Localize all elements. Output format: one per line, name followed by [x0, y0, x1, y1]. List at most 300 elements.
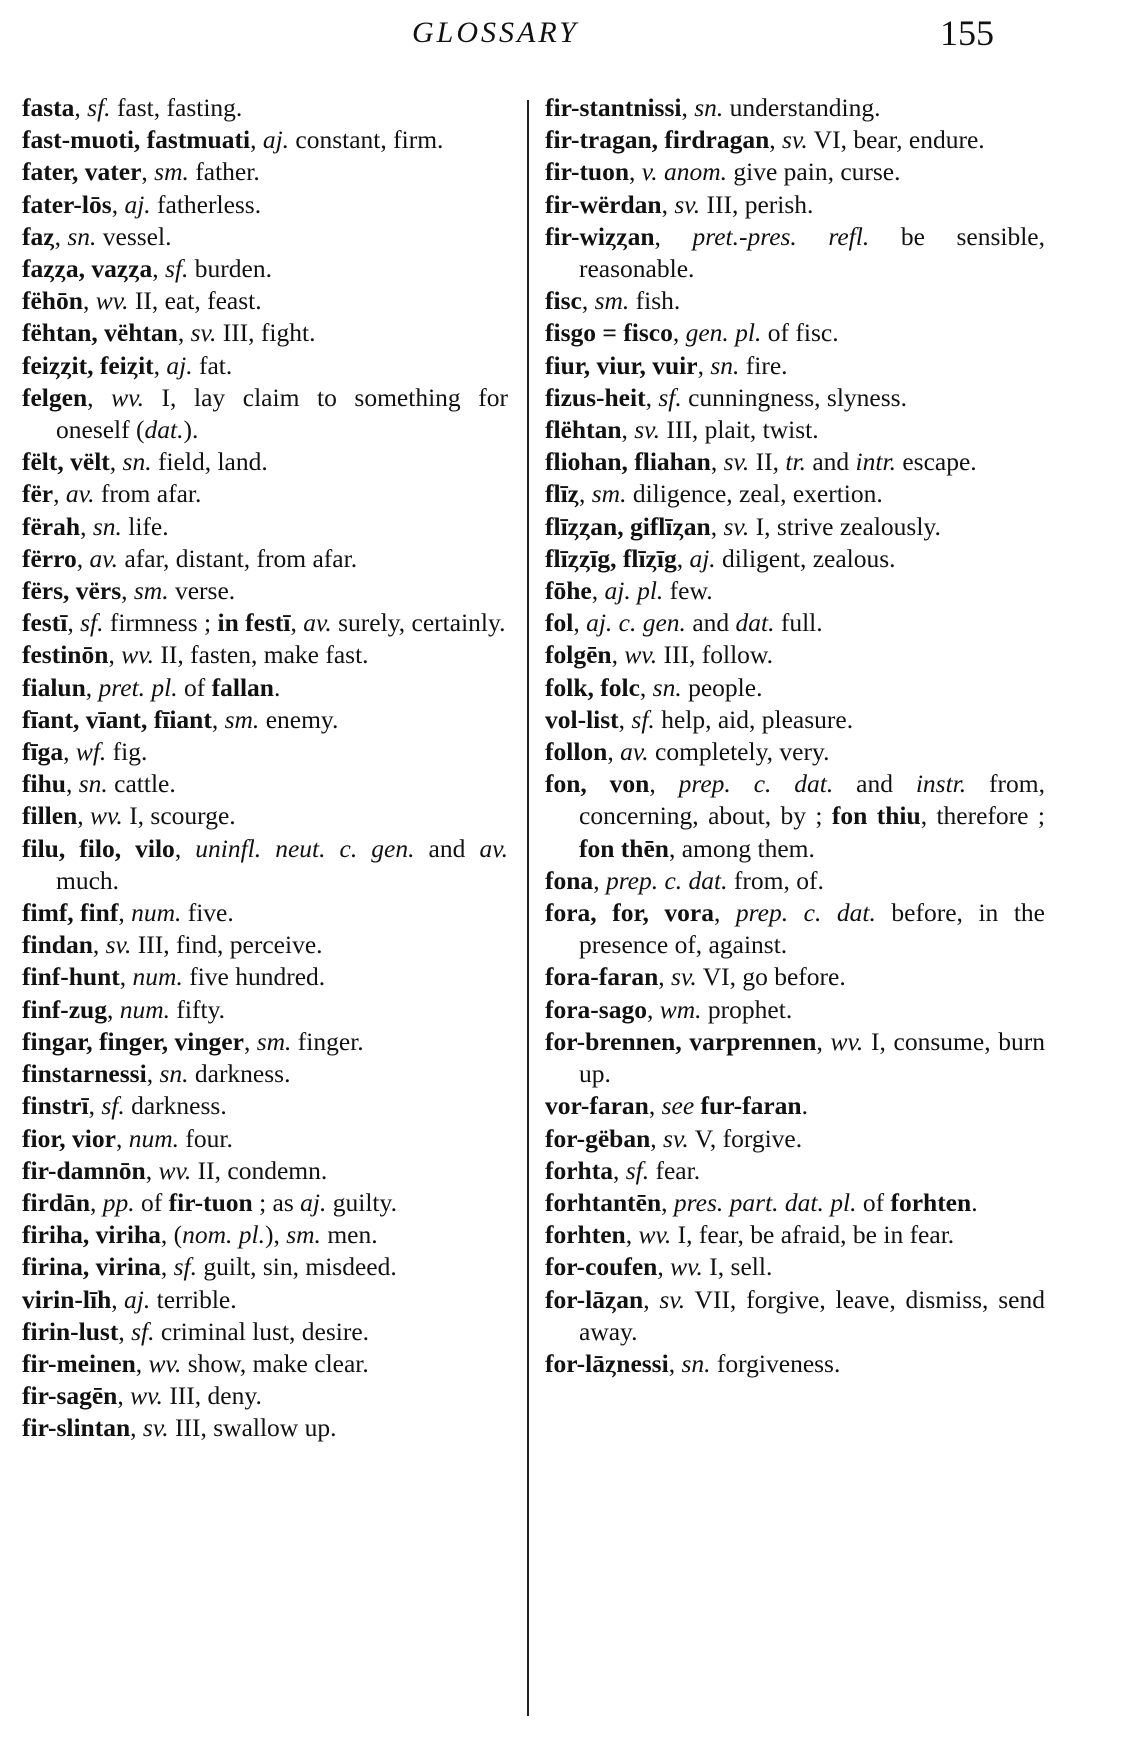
- definition-text: afar, distant, from afar.: [118, 543, 358, 573]
- headword: forhten: [545, 1220, 626, 1250]
- glossary-entry: [22, 92, 508, 124]
- definition-text: finger.: [291, 1026, 364, 1056]
- headword: fir-tragan, firdragan: [545, 125, 770, 155]
- grammar-label: dat.: [735, 608, 775, 638]
- glossary-entry: [545, 511, 1045, 543]
- headword: forhta: [545, 1155, 613, 1185]
- headword: filu, filo, vilo: [22, 833, 175, 863]
- definition-text: ,: [153, 350, 167, 380]
- definition-text: field, land.: [151, 447, 268, 477]
- definition-text: guilt, sin, misdeed.: [196, 1252, 397, 1282]
- grammar-label: av.: [303, 608, 332, 638]
- grammar-label: sm.: [133, 576, 169, 606]
- definition-text: cunningness, slyness.: [681, 382, 907, 412]
- glossary-entry: [545, 1090, 1045, 1122]
- definition-text: escape.: [895, 447, 977, 477]
- definition-text: ,: [710, 447, 724, 477]
- headword: fona: [545, 865, 594, 895]
- headword: fërah: [22, 511, 81, 541]
- headword: faȥȥa, vaȥȥa: [22, 254, 153, 284]
- definition-text: fast, fasting.: [110, 93, 243, 122]
- grammar-label: sf.: [631, 704, 655, 734]
- definition-text: ,: [657, 1252, 671, 1282]
- definition-text: prophet.: [701, 994, 793, 1024]
- glossary-entry: [22, 607, 508, 639]
- grammar-label: wv.: [95, 286, 129, 316]
- glossary-entry: [545, 543, 1045, 575]
- grammar-label: sv.: [671, 962, 697, 992]
- glossary-entry: [545, 575, 1045, 607]
- glossary-entry: [22, 1284, 508, 1316]
- glossary-entry: [545, 221, 1045, 285]
- definition-text: of: [177, 672, 212, 702]
- definition-text: .: [273, 672, 281, 702]
- headword: in festī: [217, 608, 291, 638]
- definition-text: III, find, perceive.: [131, 930, 323, 960]
- grammar-label: sn.: [78, 769, 108, 799]
- headword: fon thiu: [831, 801, 921, 831]
- definition-text: ,: [118, 898, 132, 928]
- headword: fater-lōs: [22, 189, 112, 219]
- definition-text: ,: [621, 415, 635, 445]
- definition-text: ,: [672, 318, 686, 348]
- definition-text: ,: [661, 189, 675, 219]
- glossary-entry: [22, 156, 508, 188]
- definition-text: , among them.: [668, 833, 815, 863]
- glossary-entry: [545, 156, 1045, 188]
- definition-text: II, fasten, make fast.: [154, 640, 369, 670]
- headword: fërro: [22, 543, 77, 573]
- definition-text: fig.: [106, 737, 148, 767]
- grammar-label: sm.: [591, 479, 627, 509]
- headword: fater, vater: [22, 157, 142, 187]
- headword: vol-list: [545, 704, 619, 734]
- grammar-label: sv.: [723, 511, 750, 541]
- grammar-label: sn.: [694, 93, 724, 122]
- glossary-entry: [22, 1348, 508, 1380]
- definition-text: I, strive zealously.: [749, 511, 941, 541]
- definition-text: forgiveness.: [710, 1348, 841, 1378]
- glossary-entry: [22, 833, 508, 897]
- headword: fir-tuon: [545, 157, 630, 187]
- definition-text: ; as: [252, 1187, 301, 1217]
- definition-text: fish.: [629, 286, 681, 316]
- definition-text: III, follow.: [657, 640, 774, 670]
- definition-text: ,: [76, 543, 90, 573]
- grammar-label: sn.: [681, 1348, 711, 1378]
- grammar-label: num.: [119, 994, 171, 1024]
- definition-text: ,: [658, 962, 672, 992]
- grammar-label: aj.: [689, 543, 716, 573]
- grammar-label: sf.: [658, 382, 682, 412]
- definition-text: ,: [645, 382, 659, 412]
- headword: festī: [22, 608, 68, 638]
- definition-text: enemy.: [259, 704, 339, 734]
- glossary-entry: [22, 1187, 508, 1219]
- grammar-label: pres. part. dat. pl.: [673, 1187, 857, 1217]
- glossary-entry: [545, 350, 1045, 382]
- grammar-label: sv.: [782, 125, 808, 155]
- definition-text: ,: [111, 189, 125, 219]
- definition-text: I, consume, burn up.: [579, 1026, 1045, 1089]
- grammar-label: sm.: [594, 286, 630, 316]
- headword: virin-līh: [22, 1284, 112, 1314]
- definition-text: VI, go before.: [696, 962, 846, 992]
- headword: fëhōn: [22, 286, 83, 316]
- headword: folk, folc: [545, 672, 640, 702]
- definition-text: ,: [649, 769, 679, 799]
- grammar-label: av.: [479, 833, 508, 863]
- glossary-entry: [545, 1348, 1045, 1380]
- definition-text: ,: [145, 1155, 159, 1185]
- headword: fërs, vërs: [22, 576, 122, 606]
- headword: finstrī: [22, 1091, 89, 1121]
- definition-text: from, concerning, about, by ;: [579, 769, 1046, 831]
- definition-text: II, eat, feast.: [128, 286, 262, 316]
- grammar-label: sn.: [92, 511, 122, 541]
- definition-text: ,: [211, 704, 225, 734]
- grammar-label: prep. c. dat.: [605, 865, 728, 895]
- grammar-label: sf.: [101, 1091, 125, 1121]
- headword: fur-faran: [700, 1091, 802, 1121]
- headword: fir-slintan: [22, 1413, 131, 1443]
- glossary-entry: [545, 1284, 1045, 1348]
- definition-text: ,: [118, 1316, 132, 1346]
- headword: for-lāȥan: [545, 1284, 644, 1314]
- definition-text: father.: [188, 157, 260, 187]
- glossary-entry: [545, 1187, 1045, 1219]
- headword: forhtantēn: [545, 1187, 662, 1217]
- glossary-entry: [545, 672, 1045, 704]
- grammar-label: instr.: [915, 769, 967, 799]
- definition-text: .: [971, 1187, 978, 1217]
- definition-text: ,: [676, 543, 690, 573]
- definition-text: ,: [141, 157, 155, 187]
- glossary-entry: [545, 478, 1045, 510]
- glossary-entry: [545, 994, 1045, 1026]
- glossary-entry: [22, 446, 508, 478]
- glossary-entry: [22, 994, 508, 1026]
- glossary-entry: [22, 317, 508, 349]
- definition-text: vessel.: [96, 221, 172, 251]
- definition-text: help, aid, pleasure.: [654, 704, 854, 734]
- glossary-entry: [22, 736, 508, 768]
- definition-text: cattle.: [107, 769, 176, 799]
- glossary-entry: [22, 478, 508, 510]
- definition-text: VII, forgive, leave, dismiss, send away.: [579, 1284, 1046, 1346]
- headword: fir-wërdan: [545, 189, 662, 219]
- grammar-label: wv.: [148, 1348, 182, 1378]
- headword: fora-faran: [545, 962, 659, 992]
- definition-text: ,: [67, 608, 81, 638]
- grammar-label: sm.: [256, 1026, 292, 1056]
- definition-text: verse.: [168, 576, 236, 606]
- grammar-label: prep. c. dat.: [735, 898, 876, 928]
- definition-text: ,: [88, 1091, 102, 1121]
- headword: fialun: [22, 672, 86, 702]
- definition-text: darkness.: [188, 1059, 291, 1089]
- definition-text: ,: [121, 576, 134, 606]
- grammar-label: wf.: [75, 737, 107, 767]
- headword: fër: [22, 479, 54, 509]
- glossary-entry: [22, 124, 508, 156]
- definition-text: ,: [654, 221, 693, 251]
- definition-text: terrible.: [150, 1284, 237, 1314]
- glossary-entry: [545, 1026, 1045, 1090]
- glossary-entry: [22, 672, 508, 704]
- definition-text: ,: [243, 1026, 257, 1056]
- glossary-entry: [545, 285, 1045, 317]
- definition-text: I, lay claim to something for oneself (: [56, 382, 509, 445]
- headword: fīant, vīant, fīiant: [22, 704, 212, 734]
- definition-text: and: [685, 608, 736, 638]
- definition-text: ,: [646, 994, 660, 1024]
- definition-text: diligent, zealous.: [715, 543, 896, 573]
- definition-text: ,: [681, 93, 695, 122]
- grammar-label: aj.: [300, 1187, 327, 1217]
- glossary-entry: [22, 511, 508, 543]
- headword: fimf, finf: [22, 898, 119, 928]
- grammar-label: dat.: [144, 415, 184, 445]
- headword: fëlt, vëlt: [22, 447, 110, 477]
- glossary-entry: [22, 543, 508, 575]
- grammar-label: wv.: [111, 382, 144, 412]
- headword: flëhtan: [545, 415, 622, 445]
- definition-text: ,: [146, 1059, 160, 1089]
- headword: firin-lust: [22, 1316, 119, 1346]
- definition-text: and: [805, 447, 856, 477]
- glossary-entry: [545, 382, 1045, 414]
- definition-text: ,: [177, 318, 191, 348]
- grammar-label: prep. c. dat.: [678, 769, 834, 799]
- grammar-label: wv.: [624, 640, 658, 670]
- definition-text: ,: [87, 382, 112, 412]
- definition-text: ),: [264, 1220, 287, 1250]
- definition-text: III, plait, twist.: [659, 415, 819, 445]
- definition-text: ,: [74, 93, 88, 122]
- grammar-label: aj.: [166, 350, 193, 380]
- definition-text: ,: [85, 672, 99, 702]
- grammar-label: sm.: [286, 1220, 321, 1250]
- definition-text: firmness ;: [103, 608, 218, 638]
- definition-text: III, fight.: [216, 318, 316, 348]
- definition-text: ,: [160, 1252, 174, 1282]
- headword: forhten: [890, 1187, 972, 1217]
- grammar-label: sm.: [224, 704, 260, 734]
- definition-text: much.: [56, 865, 120, 895]
- headword: for-coufen: [545, 1252, 658, 1282]
- glossary-entry: [22, 1219, 508, 1251]
- grammar-label: wv.: [90, 801, 123, 831]
- glossary-entry: [545, 414, 1045, 446]
- headword: flīȥȥīg, flīȥīg: [545, 543, 677, 573]
- definition-text: ,: [629, 157, 642, 187]
- definition-text: ,: [250, 125, 263, 155]
- definition-text: people.: [681, 672, 763, 702]
- definition-text: ,: [90, 1187, 103, 1217]
- definition-text: men.: [320, 1220, 378, 1250]
- grammar-label: av.: [89, 543, 119, 573]
- glossary-entry: [545, 1123, 1045, 1155]
- definition-text: ,: [643, 1284, 660, 1314]
- definition-text: ,: [130, 1413, 143, 1443]
- definition-text: ,: [578, 479, 592, 509]
- headword: finf-zug: [22, 994, 107, 1024]
- glossary-entry: [545, 124, 1045, 156]
- definition-text: from, of.: [727, 865, 824, 895]
- headword: flīȥȥan, giflīȥan: [545, 511, 711, 541]
- glossary-entry: [545, 1219, 1045, 1251]
- glossary-entry: [22, 1090, 508, 1122]
- column-divider: [527, 100, 529, 1716]
- glossary-entry: [22, 639, 508, 671]
- glossary-entry: [22, 1316, 508, 1348]
- definition-text: burden.: [188, 254, 272, 284]
- definition-text: guilty.: [326, 1187, 397, 1217]
- glossary-column-right: [545, 92, 1045, 1380]
- grammar-label: pret.-pres. refl.: [692, 221, 870, 251]
- headword: fior, vior: [22, 1123, 116, 1153]
- grammar-label: pp.: [102, 1187, 135, 1217]
- glossary-entry: [22, 1380, 508, 1412]
- definition-text: criminal lust, desire.: [154, 1316, 370, 1346]
- headword: fir-wiȥȥan: [545, 221, 655, 251]
- running-title: GLOSSARY: [412, 16, 579, 49]
- grammar-label: sv.: [663, 1123, 689, 1153]
- grammar-label: sf.: [87, 93, 111, 122]
- glossary-entry: [22, 897, 508, 929]
- headword: faȥ: [22, 221, 55, 251]
- headword: fon thēn: [579, 833, 669, 863]
- definition-text: ,: [591, 576, 605, 606]
- headword: fir-stantnissi: [545, 93, 682, 122]
- glossary-entry: [545, 189, 1045, 221]
- glossary-entry: [22, 1026, 508, 1058]
- glossary-entry: [545, 446, 1045, 478]
- grammar-label: wv.: [638, 1220, 672, 1250]
- grammar-label: sn.: [710, 350, 740, 380]
- glossary-entry: [545, 1251, 1045, 1283]
- definition-text: completely, very.: [648, 737, 830, 767]
- headword: feiȥȥit, feiȥit: [22, 350, 154, 380]
- grammar-label: wv.: [670, 1252, 703, 1282]
- headword: finf-hunt: [22, 962, 120, 992]
- definition-text: be sensible, reasonable.: [579, 221, 1045, 284]
- grammar-label: sn.: [159, 1059, 189, 1089]
- definition-text: III, perish.: [700, 189, 814, 219]
- glossary-entry: [22, 1155, 508, 1187]
- grammar-label: sv.: [674, 189, 701, 219]
- grammar-label: sf.: [80, 608, 104, 638]
- grammar-label: num.: [132, 962, 183, 992]
- headword: fon, von: [545, 769, 650, 799]
- definition-text: ,: [639, 672, 653, 702]
- definition-text: ,: [710, 511, 724, 541]
- definition-text: III, swallow up.: [168, 1413, 337, 1443]
- headword: fisc: [545, 286, 582, 316]
- headword: findan: [22, 930, 93, 960]
- definition-text: fifty.: [170, 994, 226, 1024]
- headword: follon: [545, 737, 608, 767]
- page-header: [0, 8, 1121, 58]
- definition-text: ,: [82, 286, 96, 316]
- grammar-label: av.: [620, 737, 649, 767]
- definition-text: ,: [290, 608, 304, 638]
- definition-text: ,: [77, 801, 90, 831]
- headword: fir-damnōn: [22, 1155, 146, 1185]
- headword: vor-faran: [545, 1091, 649, 1121]
- definition-text: ,: [618, 704, 632, 734]
- headword: fōhe: [545, 576, 592, 606]
- grammar-label: aj. pl.: [604, 576, 664, 606]
- glossary-entry: [545, 317, 1045, 349]
- grammar-label: sv.: [634, 415, 660, 445]
- definition-text: ,: [174, 833, 196, 863]
- headword: folgēn: [545, 640, 612, 670]
- definition-text: understanding.: [723, 93, 881, 122]
- definition-text: ,: [117, 1381, 131, 1411]
- headword: fingar, finger, vinger: [22, 1026, 244, 1056]
- grammar-label: wv.: [158, 1155, 192, 1185]
- grammar-label: nom. pl.: [182, 1220, 265, 1250]
- headword: fiur, viur, vuir: [545, 350, 698, 380]
- definition-text: give pain, curse.: [727, 157, 901, 187]
- glossary-entry: [545, 961, 1045, 993]
- headword: for-brennen, varprennen: [545, 1026, 817, 1056]
- glossary-entry: [545, 897, 1045, 961]
- grammar-label: wv.: [121, 640, 154, 670]
- glossary-entry: [22, 221, 508, 253]
- glossary-entry: [545, 639, 1045, 671]
- definition-text: ,: [573, 608, 587, 638]
- definition-text: life.: [121, 511, 169, 541]
- headword: fisgo = fisco: [545, 318, 673, 348]
- definition-text: ,: [111, 1284, 125, 1314]
- headword: firiha, viriha: [22, 1220, 161, 1250]
- definition-text: few.: [663, 576, 713, 606]
- grammar-label: sm.: [154, 157, 189, 187]
- page-number: 155: [940, 13, 994, 53]
- grammar-label: num.: [131, 898, 182, 928]
- grammar-label: sf.: [165, 254, 189, 284]
- definition-text: before, in the presence of, against.: [579, 898, 1045, 960]
- definition-text: surely, certainly.: [331, 608, 506, 638]
- grammar-label: sv.: [659, 1284, 686, 1314]
- definition-text: fire.: [739, 350, 788, 380]
- glossary-entry: [22, 350, 508, 382]
- headword: firdān: [22, 1187, 91, 1217]
- grammar-label: sf.: [131, 1316, 155, 1346]
- definition-text: ,: [612, 1155, 626, 1185]
- glossary-entry: [22, 704, 508, 736]
- headword: firina, virina: [22, 1252, 161, 1282]
- headword: fir-tuon: [168, 1187, 253, 1217]
- glossary-entry: [545, 768, 1045, 865]
- grammar-label: tr.: [785, 447, 806, 477]
- definition-text: five hundred.: [182, 962, 326, 992]
- glossary-entry: [22, 382, 508, 446]
- grammar-label: sv.: [723, 447, 750, 477]
- grammar-label: sn.: [122, 447, 152, 477]
- definition-text: ,: [115, 1123, 129, 1153]
- headword: for-gëban: [545, 1123, 651, 1153]
- grammar-label: aj.: [262, 125, 290, 155]
- headword: fallan: [211, 672, 274, 702]
- glossary-entry: [22, 1123, 508, 1155]
- headword: for-lāȥnessi: [545, 1348, 669, 1378]
- grammar-label: intr.: [855, 447, 896, 477]
- definition-text: III, deny.: [162, 1381, 262, 1411]
